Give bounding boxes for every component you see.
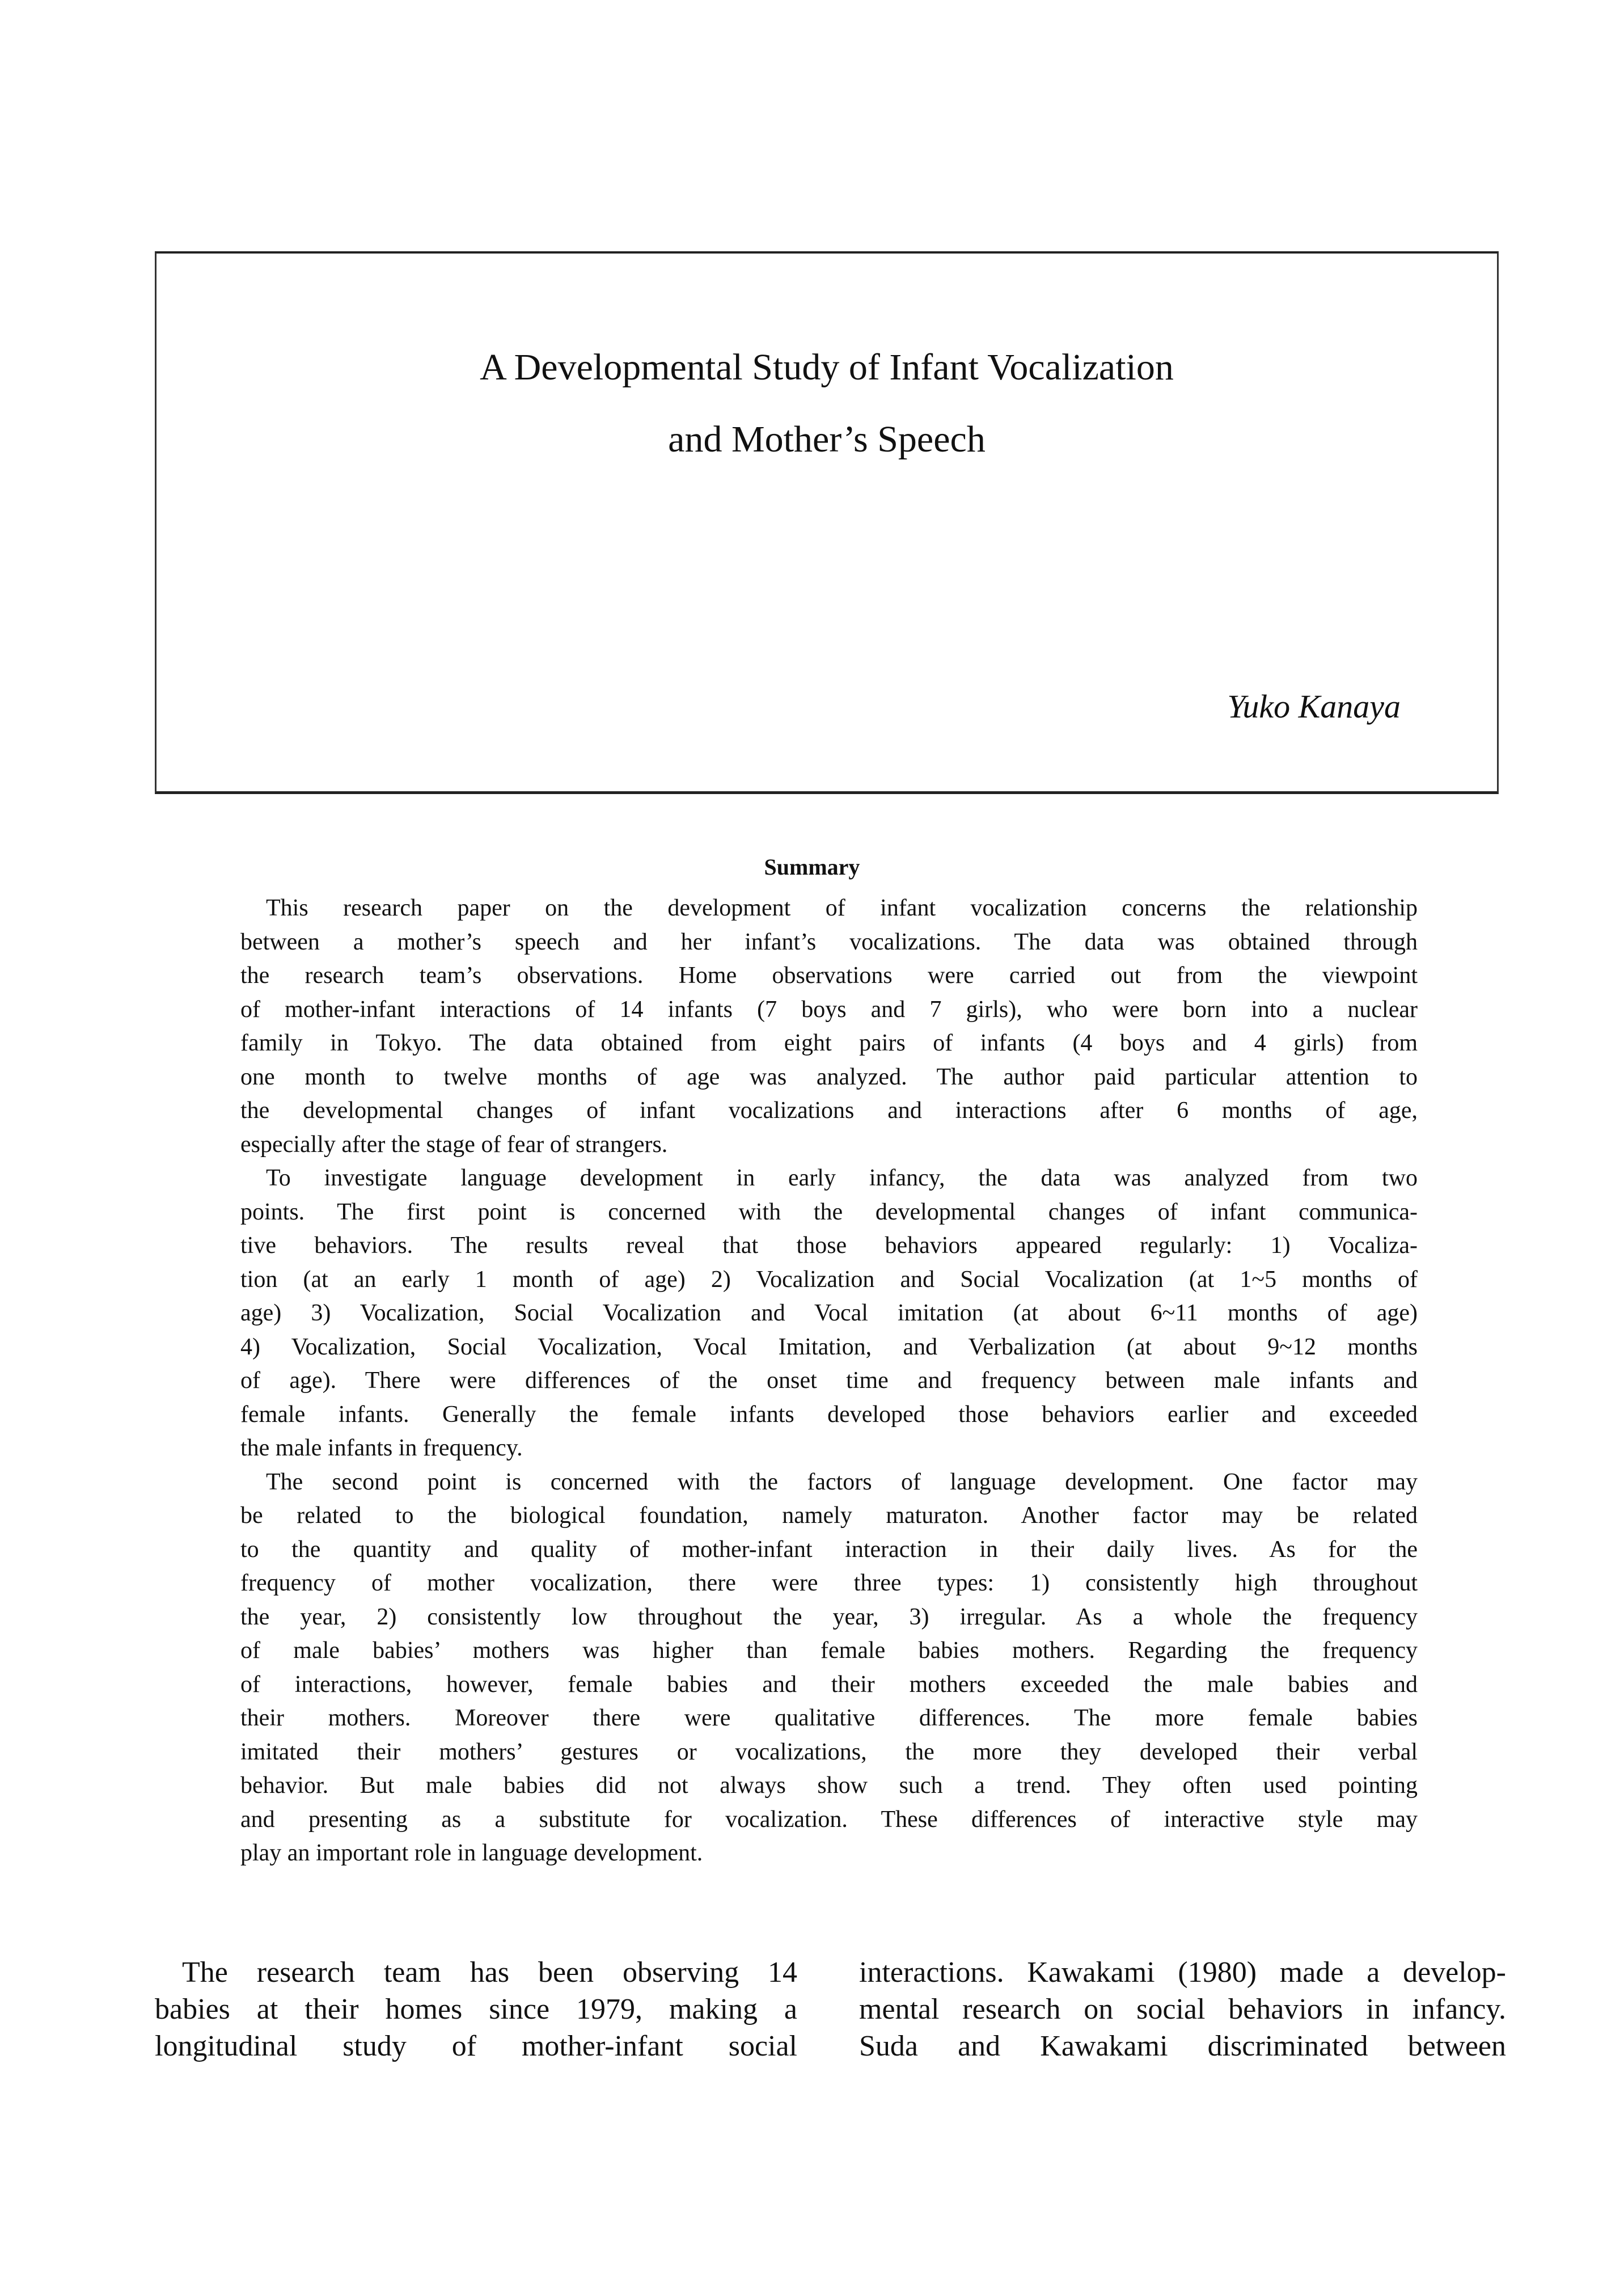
paper-title-line-2: and Mother’s Speech	[668, 419, 986, 460]
title-frame	[155, 251, 1499, 794]
text-line: The research team has been observing 14	[182, 1956, 797, 1989]
text-line: imitated their mothers’ gestures or vocalizations, the more they developed their verbal	[240, 1738, 1418, 1765]
summary-text	[240, 892, 1418, 1871]
text-line: Suda and Kawakami discriminated between	[859, 2030, 1506, 2062]
text-line: of male babies’ mothers was higher than female babies mothers. Regarding the frequency	[240, 1637, 1418, 1664]
paper-title-line-1: A Developmental Study of Infant Vocalization	[480, 347, 1174, 388]
text-line: one month to twelve months of age was analyzed. The author paid particular attention to	[240, 1063, 1418, 1090]
text-line: of mother-infant interactions of 14 infants (7 boys and 7 girls), who were born into a nuclear	[240, 996, 1418, 1023]
text-line: longitudinal study of mother-infant social	[155, 2030, 797, 2062]
text-line: to the quantity and quality of mother-infant interaction in their daily lives. As for the	[240, 1536, 1418, 1563]
text-line: of interactions, however, female babies and their mothers exceeded the male babies and	[240, 1671, 1418, 1698]
text-line: especially after the stage of fear of strangers.	[240, 1131, 668, 1158]
text-line: female infants. Generally the female infants developed those behaviors earlier and exceeded	[240, 1401, 1418, 1428]
text-line: 4) Vocalization, Social Vocalization, Vocal Imitation, and Verbalization (at about 9~12 months	[240, 1333, 1418, 1360]
text-line: and presenting as a substitute for vocalization. These differences of interactive style may	[240, 1806, 1418, 1833]
text-line: interactions. Kawakami (1980) made a develop-	[859, 1956, 1506, 1989]
text-line: frequency of mother vocalization, there were three types: 1) consistently high throughout	[240, 1570, 1418, 1596]
text-line: age) 3) Vocalization, Social Vocalization and Vocal imitation (at about 6~11 months of age)	[240, 1300, 1418, 1326]
text-line: tive behaviors. The results reveal that those behaviors appeared regularly: 1) Vocaliza-	[240, 1233, 1418, 1259]
text-line: mental research on social behaviors in infancy.	[859, 1993, 1506, 2025]
text-line: This research paper on the development of infant vocalization concerns the relationship	[266, 895, 1418, 921]
text-line: the developmental changes of infant vocalizations and interactions after 6 months of age,	[240, 1098, 1418, 1124]
text-line: play an important role in language development.	[240, 1840, 703, 1866]
text-line: the male infants in frequency.	[240, 1435, 523, 1461]
text-line: tion (at an early 1 month of age) 2) Vocalization and Social Vocalization (at 1~5 months of	[240, 1266, 1418, 1293]
text-line: of age). There were differences of the onset time and frequency between male infants and	[240, 1368, 1418, 1394]
text-line: To investigate language development in early infancy, the data was analyzed from two	[266, 1165, 1418, 1191]
text-line: behavior. But male babies did not always show such a trend. They often used pointing	[240, 1772, 1418, 1799]
text-line: babies at their homes since 1979, making a	[155, 1993, 797, 2025]
summary-heading: Summary	[764, 854, 860, 880]
text-line: the research team’s observations. Home observations were carried out from the viewpoint	[240, 963, 1418, 989]
text-line: The second point is concerned with the factors of language development. One factor may	[266, 1468, 1418, 1495]
body-column-left	[155, 1954, 797, 2065]
text-line: be related to the biological foundation, namely maturaton. Another factor may be related	[240, 1502, 1418, 1529]
text-line: family in Tokyo. The data obtained from eight pairs of infants (4 boys and 4 girls) from	[240, 1030, 1418, 1056]
text-line: their mothers. Moreover there were qualitative differences. The more female babies	[240, 1705, 1418, 1731]
text-line: the year, 2) consistently low throughout the year, 3) irregular. As a whole the frequency	[240, 1603, 1418, 1630]
body-column-right	[859, 1954, 1506, 2065]
text-line: points. The first point is concerned with the developmental changes of infant communica-	[240, 1198, 1418, 1225]
author-name: Yuko Kanaya	[1227, 688, 1401, 725]
text-line: between a mother’s speech and her infant’s vocalizations. The data was obtained through	[240, 928, 1418, 955]
